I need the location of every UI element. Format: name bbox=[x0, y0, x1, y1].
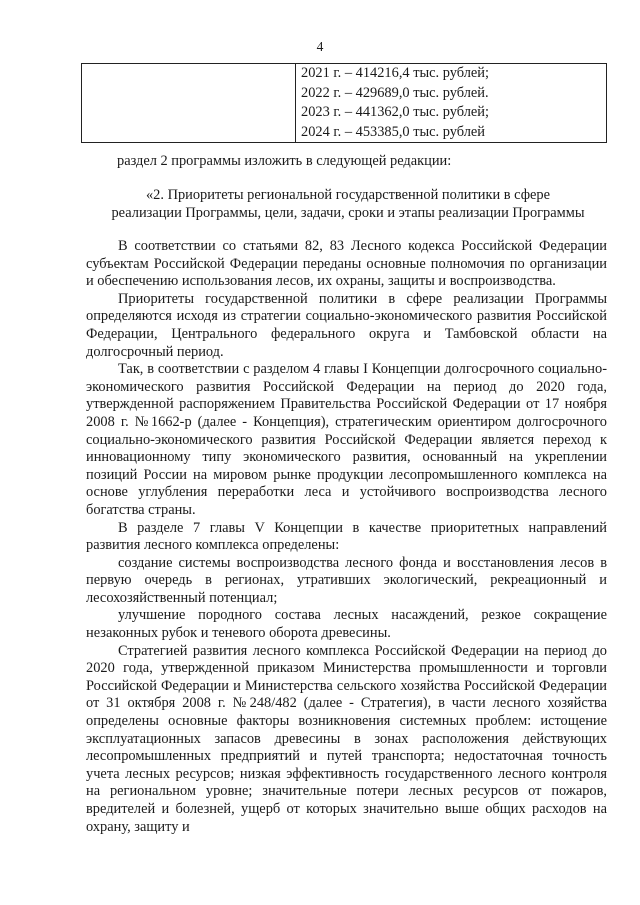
paragraph: В разделе 7 главы V Концепции в качестве приоритетных направлений развития лесного комплекса определены: bbox=[86, 519, 607, 554]
table-cell-funding bbox=[296, 64, 607, 143]
funding-line: 2021 г. – 414216,4 тыс. рублей; bbox=[301, 65, 489, 81]
paragraph: Так, в соответствии с разделом 4 главы I Концепции долгосрочного социально-экономического развития Российской Федерации на период до 2020 года, утвержденной распоряжением Правительства Российской Федерации от 17 ноября 2008 г. №1662-р (далее - Концепция), стратегическим ориентиром долгосрочного социально-экономического развития Российской Федерации является переход к инновационному типу экономического развития, основанный на укреплении позиций России на мировом рынке продукции лесопромышленного комплекса на основе углубления переработки леса и устойчивого воспроизводства лесного богатства страны. bbox=[86, 361, 607, 518]
section-heading bbox=[60, 186, 636, 222]
section-heading-line: «2. Приоритеты региональной государственной политики в сфере bbox=[145, 187, 550, 203]
page-number: 4 bbox=[316, 39, 324, 54]
table-row bbox=[82, 64, 607, 143]
intro-text: раздел 2 программы изложить в следующей редакции: bbox=[117, 153, 452, 169]
paragraph: создание системы воспроизводства лесного фонда и восстановления лесов в первую очередь в регионах, утративших экологический, рекреационный и лесохозяйственный потенциал; bbox=[86, 554, 607, 606]
paragraph: Стратегией развития лесного комплекса Российской Федерации на период до 2020 года, утвержденной приказом Министерства промышленности и торговли Российской Федерации и Министерства сельского хозяйства Российской Федерации от 31 октября 2008 г. №248/482 (далее - Стратегия), в части лесного хозяйства определены основные факторы возникновения системных проблем: истощение эксплуатационных запасов древесины в зонах расположения действующих лесопромышленных предприятий и путей транспорта; недостаточная точность учета лесных ресурсов; низкая эффективность государственного лесного контроля на региональном уровне; значительные потери лесных ресурсов от пожаров, вредителей и болезней, ущерб от которых значительно выше общих расходов на охрану, защиту и bbox=[86, 642, 607, 835]
table-cell-empty bbox=[82, 64, 296, 143]
funding-line: 2023 г. – 441362,0 тыс. рублей; bbox=[301, 104, 489, 120]
funding-line: 2024 г. – 453385,0 тыс. рублей bbox=[301, 123, 485, 140]
paragraph: В соответствии со статьями 82, 83 Лесного кодекса Российской Федерации субъектам Российской Федерации переданы основные полномочия по организации и обеспечению использования лесов, их охраны, защиты и воспроизводства. bbox=[86, 238, 607, 290]
section-heading-line: реализации Программы, цели, задачи, сроки и этапы реализации Программы bbox=[111, 205, 585, 221]
paragraph: Приоритеты государственной политики в сфере реализации Программы определяются исходя из стратегии социально-экономического развития Российской Федерации, Центрального федерального округа и Тамбовской области на долгосрочный период. bbox=[86, 290, 607, 360]
document-body bbox=[86, 238, 607, 836]
paragraph: улучшение породного состава лесных насаждений, резкое сокращение незаконных рубок и теневого оборота древесины. bbox=[86, 607, 607, 642]
funding-line: 2022 г. – 429689,0 тыс. рублей. bbox=[301, 84, 489, 101]
funding-table bbox=[81, 63, 607, 143]
